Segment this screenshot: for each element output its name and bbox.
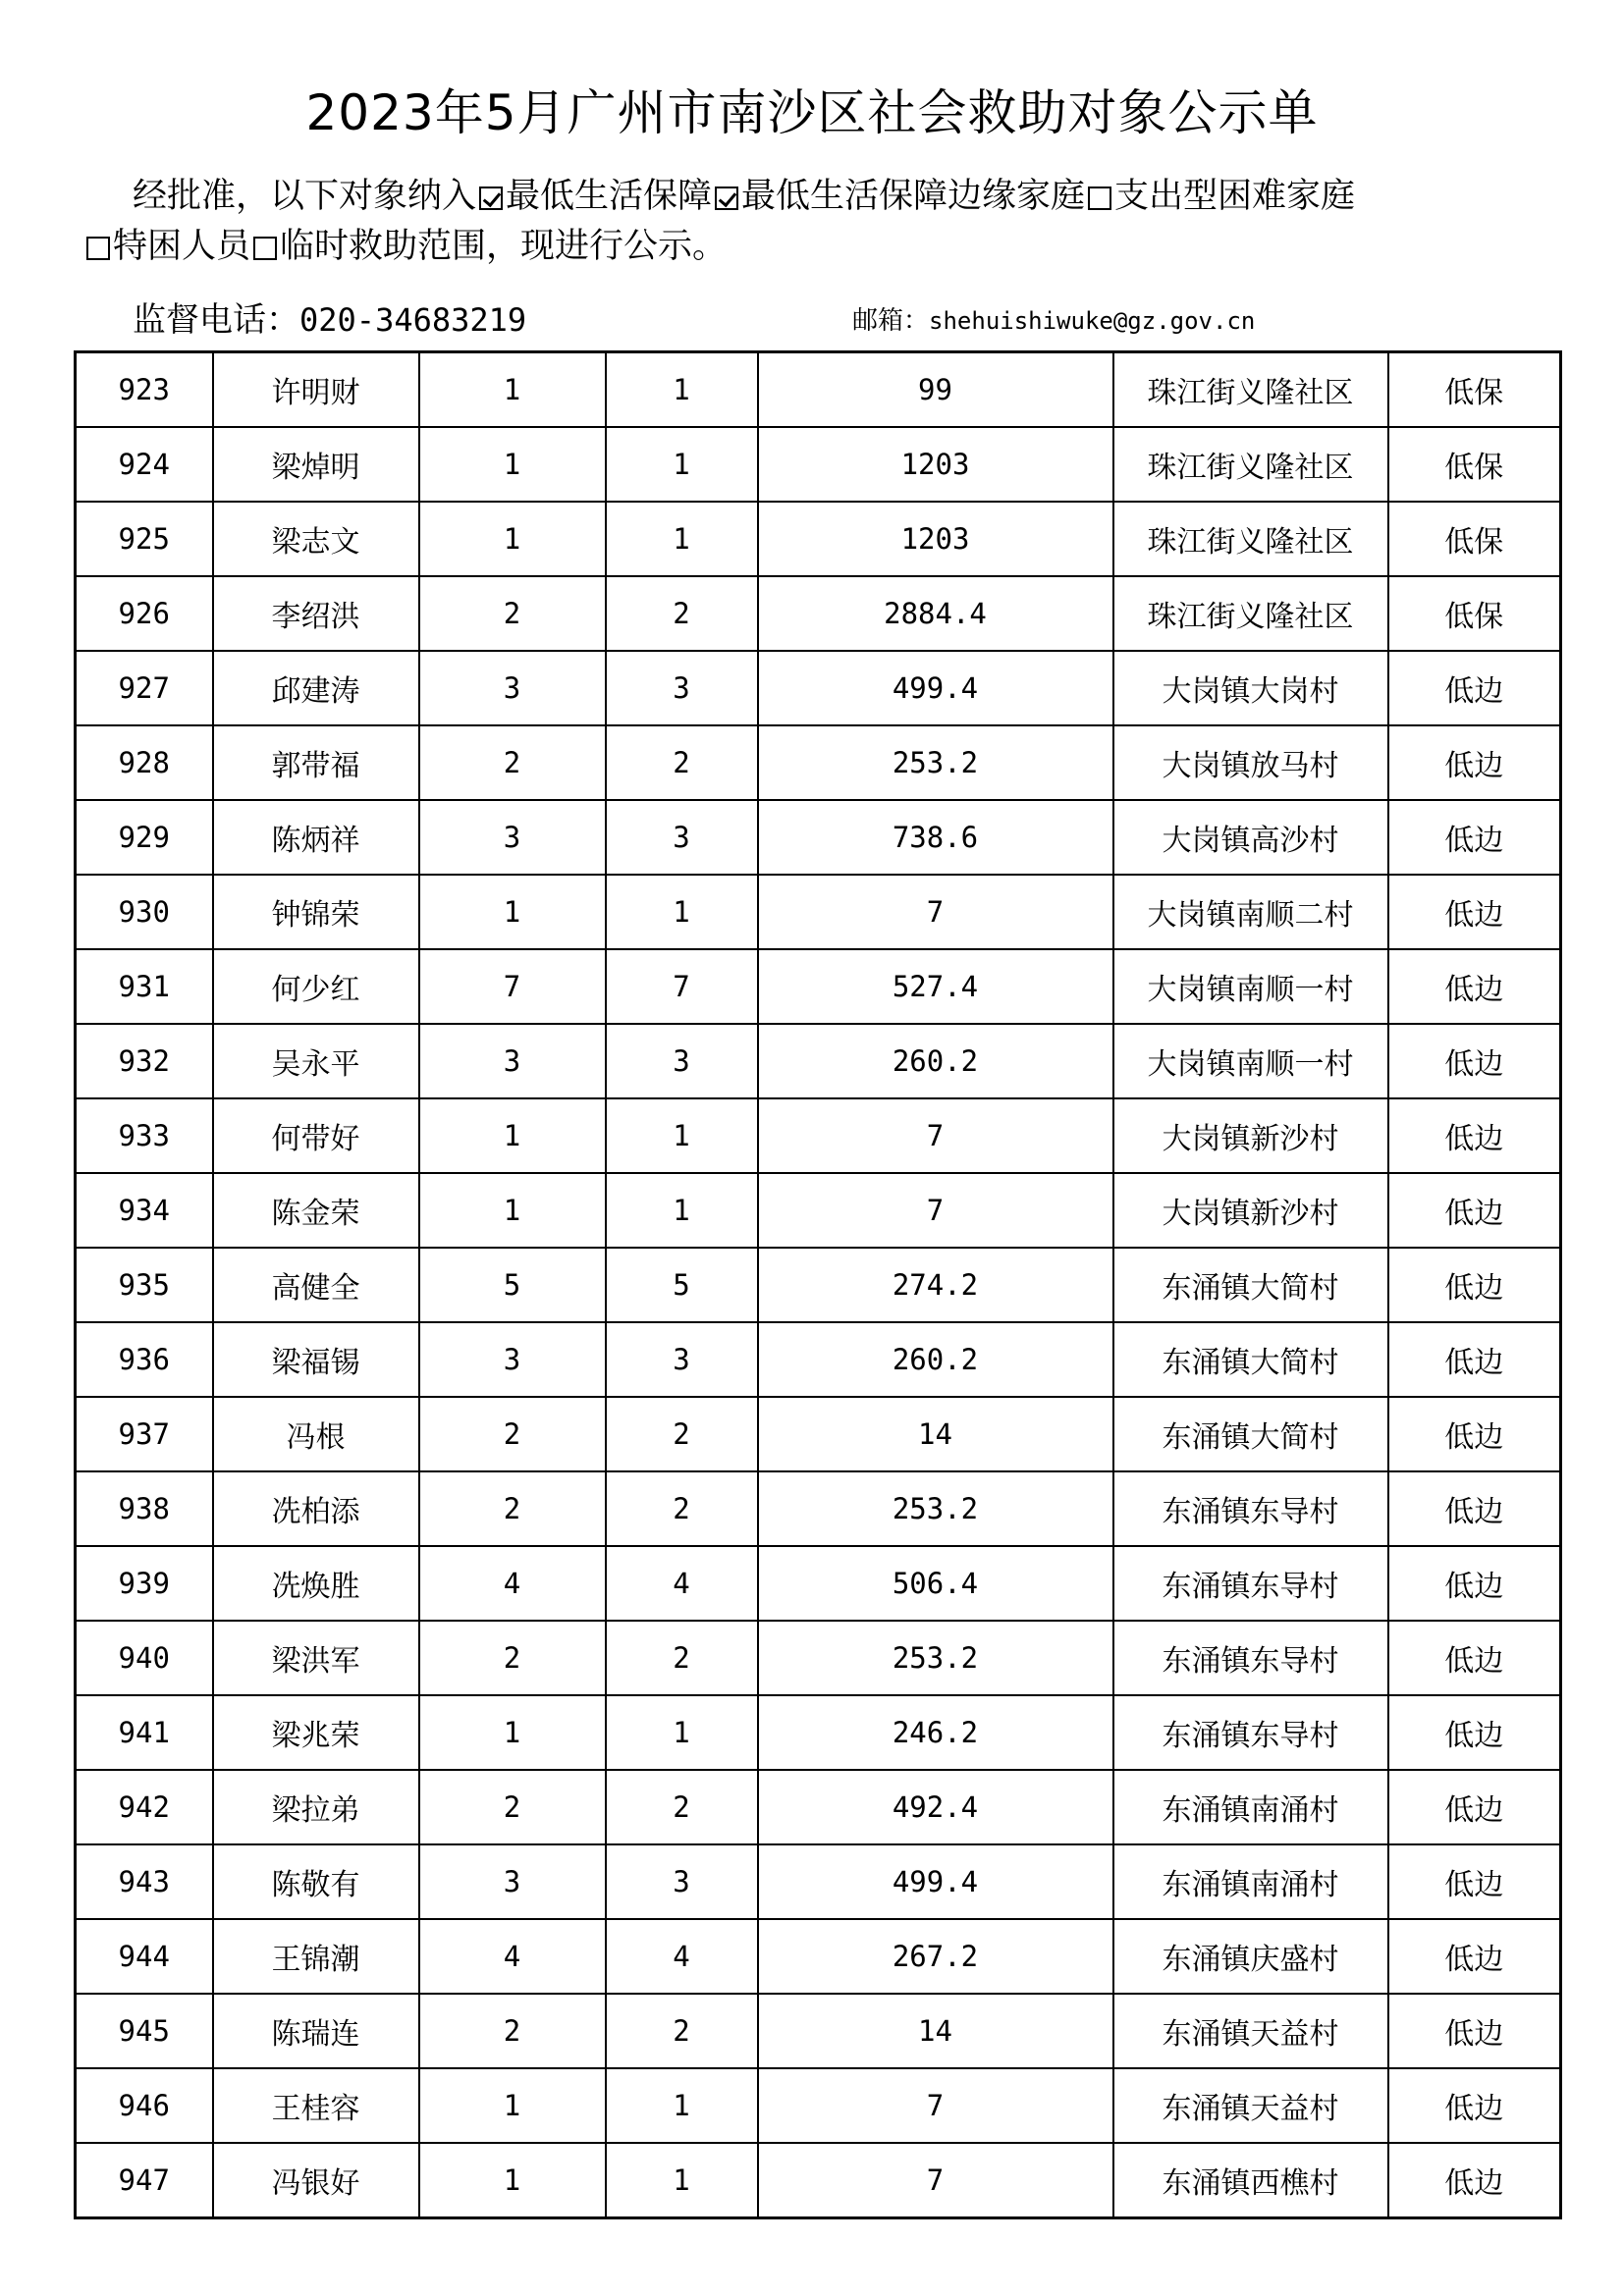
aid-count-cell: 2 (606, 725, 758, 800)
address-cell: 东涌镇南涌村 (1113, 1770, 1388, 1844)
checkbox-empty-icon (86, 237, 110, 260)
aid-amount-cell: 260.2 (758, 1024, 1113, 1098)
household-size-cell: 4 (419, 1546, 606, 1621)
aid-amount-cell: 499.4 (758, 1844, 1113, 1919)
table-row (76, 1098, 1561, 1173)
recipient-name-cell: 陈炳祥 (213, 800, 419, 875)
household-size-cell: 5 (419, 1248, 606, 1322)
option-zhichuxing: 支出型困难家庭 (1114, 177, 1356, 216)
address-cell: 珠江街义隆社区 (1113, 502, 1388, 576)
aid-amount-cell: 527.4 (758, 949, 1113, 1024)
row-number-cell: 945 (76, 1994, 213, 2068)
recipient-name-cell: 梁福锡 (213, 1322, 419, 1397)
aid-amount-cell: 7 (758, 2143, 1113, 2218)
household-size-cell: 3 (419, 1844, 606, 1919)
address-cell: 东涌镇大简村 (1113, 1322, 1388, 1397)
phone-label: 监督电话： (133, 300, 299, 340)
address-cell: 珠江街义隆社区 (1113, 427, 1388, 502)
address-cell: 大岗镇南顺二村 (1113, 875, 1388, 949)
aid-amount-cell: 7 (758, 1173, 1113, 1248)
address-cell: 东涌镇大简村 (1113, 1248, 1388, 1322)
recipient-name-cell: 王锦潮 (213, 1919, 419, 1994)
aid-amount-cell: 14 (758, 1397, 1113, 1471)
household-size-cell: 7 (419, 949, 606, 1024)
address-cell: 大岗镇新沙村 (1113, 1098, 1388, 1173)
recipient-name-cell: 李绍洪 (213, 576, 419, 651)
aid-amount-cell: 7 (758, 2068, 1113, 2143)
checkbox-empty-icon (1088, 187, 1111, 210)
address-cell: 东涌镇庆盛村 (1113, 1919, 1388, 1994)
table-row (76, 502, 1561, 576)
aid-amount-cell: 7 (758, 1098, 1113, 1173)
table-row (76, 1471, 1561, 1546)
row-number-cell: 924 (76, 427, 213, 502)
household-size-cell: 1 (419, 352, 606, 428)
aid-type-cell: 低边 (1388, 1248, 1561, 1322)
phone-number: 020-34683219 (299, 301, 527, 339)
household-size-cell: 1 (419, 2143, 606, 2218)
row-number-cell: 937 (76, 1397, 213, 1471)
address-cell: 大岗镇南顺一村 (1113, 1024, 1388, 1098)
aid-amount-cell: 7 (758, 875, 1113, 949)
table-row (76, 1173, 1561, 1248)
recipient-name-cell: 梁志文 (213, 502, 419, 576)
table-row (76, 576, 1561, 651)
aid-type-cell: 低保 (1388, 427, 1561, 502)
aid-type-cell: 低边 (1388, 2143, 1561, 2218)
household-size-cell: 2 (419, 1770, 606, 1844)
aid-amount-cell: 253.2 (758, 1621, 1113, 1695)
row-number-cell: 930 (76, 875, 213, 949)
address-cell: 大岗镇放马村 (1113, 725, 1388, 800)
row-number-cell: 942 (76, 1770, 213, 1844)
household-size-cell: 1 (419, 2068, 606, 2143)
table-row (76, 427, 1561, 502)
recipients-table (74, 350, 1562, 2219)
table-row (76, 352, 1561, 428)
table-row (76, 725, 1561, 800)
aid-type-cell: 低边 (1388, 1546, 1561, 1621)
aid-type-cell: 低边 (1388, 725, 1561, 800)
household-size-cell: 1 (419, 502, 606, 576)
recipient-name-cell: 冯根 (213, 1397, 419, 1471)
aid-count-cell: 7 (606, 949, 758, 1024)
aid-type-cell: 低边 (1388, 1844, 1561, 1919)
address-cell: 东涌镇东导村 (1113, 1471, 1388, 1546)
option-tekun: 特困人员 (113, 227, 251, 266)
row-number-cell: 933 (76, 1098, 213, 1173)
address-cell: 东涌镇天益村 (1113, 2068, 1388, 2143)
recipient-name-cell: 吴永平 (213, 1024, 419, 1098)
aid-count-cell: 1 (606, 352, 758, 428)
aid-type-cell: 低边 (1388, 1994, 1561, 2068)
aid-count-cell: 2 (606, 1770, 758, 1844)
address-cell: 大岗镇大岗村 (1113, 651, 1388, 725)
address-cell: 东涌镇西樵村 (1113, 2143, 1388, 2218)
aid-type-cell: 低边 (1388, 1322, 1561, 1397)
table-row (76, 800, 1561, 875)
aid-count-cell: 1 (606, 1098, 758, 1173)
household-size-cell: 1 (419, 1695, 606, 1770)
aid-count-cell: 1 (606, 2068, 758, 2143)
aid-type-cell: 低保 (1388, 352, 1561, 428)
address-cell: 东涌镇大简村 (1113, 1397, 1388, 1471)
aid-count-cell: 3 (606, 651, 758, 725)
aid-amount-cell: 492.4 (758, 1770, 1113, 1844)
household-size-cell: 1 (419, 875, 606, 949)
aid-type-cell: 低边 (1388, 2068, 1561, 2143)
recipient-name-cell: 何带好 (213, 1098, 419, 1173)
table-row (76, 1695, 1561, 1770)
aid-type-cell: 低边 (1388, 1024, 1561, 1098)
household-size-cell: 2 (419, 1471, 606, 1546)
row-number-cell: 939 (76, 1546, 213, 1621)
household-size-cell: 2 (419, 576, 606, 651)
household-size-cell: 4 (419, 1919, 606, 1994)
recipient-name-cell: 王桂容 (213, 2068, 419, 2143)
row-number-cell: 931 (76, 949, 213, 1024)
aid-count-cell: 1 (606, 2143, 758, 2218)
aid-amount-cell: 1203 (758, 427, 1113, 502)
aid-type-cell: 低保 (1388, 502, 1561, 576)
address-cell: 东涌镇东导村 (1113, 1695, 1388, 1770)
household-size-cell: 1 (419, 427, 606, 502)
recipient-name-cell: 梁洪军 (213, 1621, 419, 1695)
aid-amount-cell: 99 (758, 352, 1113, 428)
row-number-cell: 940 (76, 1621, 213, 1695)
address-cell: 珠江街义隆社区 (1113, 352, 1388, 428)
row-number-cell: 941 (76, 1695, 213, 1770)
row-number-cell: 944 (76, 1919, 213, 1994)
recipient-name-cell: 何少红 (213, 949, 419, 1024)
aid-type-cell: 低边 (1388, 1919, 1561, 1994)
aid-amount-cell: 499.4 (758, 651, 1113, 725)
aid-count-cell: 3 (606, 1322, 758, 1397)
table-row (76, 1844, 1561, 1919)
aid-count-cell: 1 (606, 1695, 758, 1770)
row-number-cell: 932 (76, 1024, 213, 1098)
table-row (76, 1919, 1561, 1994)
aid-amount-cell: 253.2 (758, 1471, 1113, 1546)
aid-count-cell: 3 (606, 1024, 758, 1098)
recipient-name-cell: 邱建涛 (213, 651, 419, 725)
recipient-name-cell: 陈瑞连 (213, 1994, 419, 2068)
option-dibian: 最低生活保障边缘家庭 (741, 177, 1086, 216)
intro-prefix: 经批准，以下对象纳入 (133, 177, 477, 216)
aid-count-cell: 2 (606, 576, 758, 651)
aid-amount-cell: 506.4 (758, 1546, 1113, 1621)
table-row (76, 1024, 1561, 1098)
household-size-cell: 3 (419, 1322, 606, 1397)
address-cell: 大岗镇高沙村 (1113, 800, 1388, 875)
aid-amount-cell: 738.6 (758, 800, 1113, 875)
aid-count-cell: 3 (606, 1844, 758, 1919)
aid-amount-cell: 1203 (758, 502, 1113, 576)
aid-count-cell: 2 (606, 1397, 758, 1471)
table-row (76, 2068, 1561, 2143)
household-size-cell: 1 (419, 1173, 606, 1248)
aid-count-cell: 4 (606, 1919, 758, 1994)
email-label: 邮箱： (852, 306, 930, 336)
aid-type-cell: 低保 (1388, 576, 1561, 651)
address-cell: 大岗镇南顺一村 (1113, 949, 1388, 1024)
row-number-cell: 923 (76, 352, 213, 428)
recipient-name-cell: 梁兆荣 (213, 1695, 419, 1770)
aid-amount-cell: 253.2 (758, 725, 1113, 800)
aid-type-cell: 低边 (1388, 949, 1561, 1024)
aid-amount-cell: 14 (758, 1994, 1113, 2068)
aid-type-cell: 低边 (1388, 651, 1561, 725)
aid-count-cell: 4 (606, 1546, 758, 1621)
table-row (76, 1770, 1561, 1844)
recipient-name-cell: 梁拉弟 (213, 1770, 419, 1844)
aid-count-cell: 1 (606, 502, 758, 576)
address-cell: 东涌镇天益村 (1113, 1994, 1388, 2068)
household-size-cell: 2 (419, 725, 606, 800)
recipient-name-cell: 许明财 (213, 352, 419, 428)
row-number-cell: 927 (76, 651, 213, 725)
aid-type-cell: 低边 (1388, 1471, 1561, 1546)
household-size-cell: 2 (419, 1397, 606, 1471)
row-number-cell: 934 (76, 1173, 213, 1248)
row-number-cell: 928 (76, 725, 213, 800)
table-row (76, 1546, 1561, 1621)
table-row (76, 1994, 1561, 2068)
aid-count-cell: 1 (606, 1173, 758, 1248)
table-row (76, 1248, 1561, 1322)
intro-line-1 (133, 172, 1605, 222)
recipient-name-cell: 冼焕胜 (213, 1546, 419, 1621)
recipient-name-cell: 梁焯明 (213, 427, 419, 502)
aid-type-cell: 低边 (1388, 875, 1561, 949)
recipient-name-cell: 钟锦荣 (213, 875, 419, 949)
address-cell: 大岗镇新沙村 (1113, 1173, 1388, 1248)
aid-type-cell: 低边 (1388, 1695, 1561, 1770)
aid-type-cell: 低边 (1388, 800, 1561, 875)
page-title: 2023年5月广州市南沙区社会救助对象公示单 (305, 84, 1319, 141)
table-row (76, 2143, 1561, 2218)
row-number-cell: 929 (76, 800, 213, 875)
aid-count-cell: 3 (606, 800, 758, 875)
row-number-cell: 946 (76, 2068, 213, 2143)
email-address: shehuishiwuke@gz.gov.cn (929, 307, 1256, 335)
row-number-cell: 936 (76, 1322, 213, 1397)
row-number-cell: 926 (76, 576, 213, 651)
household-size-cell: 3 (419, 651, 606, 725)
household-size-cell: 3 (419, 800, 606, 875)
row-number-cell: 943 (76, 1844, 213, 1919)
aid-amount-cell: 2884.4 (758, 576, 1113, 651)
recipient-name-cell: 陈金荣 (213, 1173, 419, 1248)
checkbox-checked-icon (715, 187, 738, 210)
aid-count-cell: 5 (606, 1248, 758, 1322)
aid-count-cell: 2 (606, 1621, 758, 1695)
intro-line-2 (83, 222, 1556, 272)
supervision-phone (133, 293, 526, 341)
row-number-cell: 935 (76, 1248, 213, 1322)
address-cell: 东涌镇东导村 (1113, 1546, 1388, 1621)
table-row (76, 875, 1561, 949)
supervision-email (852, 300, 1255, 337)
row-number-cell: 947 (76, 2143, 213, 2218)
recipient-name-cell: 高健全 (213, 1248, 419, 1322)
address-cell: 珠江街义隆社区 (1113, 576, 1388, 651)
household-size-cell: 1 (419, 1098, 606, 1173)
aid-count-cell: 1 (606, 875, 758, 949)
aid-type-cell: 低边 (1388, 1770, 1561, 1844)
option-dibao: 最低生活保障 (506, 177, 713, 216)
table-row (76, 1322, 1561, 1397)
recipient-name-cell: 冯银好 (213, 2143, 419, 2218)
aid-type-cell: 低边 (1388, 1173, 1561, 1248)
table-row (76, 651, 1561, 725)
aid-amount-cell: 274.2 (758, 1248, 1113, 1322)
row-number-cell: 925 (76, 502, 213, 576)
address-cell: 东涌镇南涌村 (1113, 1844, 1388, 1919)
aid-type-cell: 低边 (1388, 1098, 1561, 1173)
recipient-name-cell: 陈敬有 (213, 1844, 419, 1919)
option-linshi: 临时救助范围，现进行公示。 (280, 227, 728, 266)
aid-count-cell: 2 (606, 1471, 758, 1546)
aid-amount-cell: 260.2 (758, 1322, 1113, 1397)
aid-type-cell: 低边 (1388, 1621, 1561, 1695)
table-row (76, 1397, 1561, 1471)
table-row (76, 949, 1561, 1024)
aid-amount-cell: 246.2 (758, 1695, 1113, 1770)
address-cell: 东涌镇东导村 (1113, 1621, 1388, 1695)
aid-type-cell: 低边 (1388, 1397, 1561, 1471)
aid-amount-cell: 267.2 (758, 1919, 1113, 1994)
household-size-cell: 3 (419, 1024, 606, 1098)
aid-count-cell: 1 (606, 427, 758, 502)
table-row (76, 1621, 1561, 1695)
checkbox-checked-icon (479, 187, 503, 210)
recipient-name-cell: 郭带福 (213, 725, 419, 800)
row-number-cell: 938 (76, 1471, 213, 1546)
checkbox-empty-icon (253, 237, 277, 260)
recipient-name-cell: 冼柏添 (213, 1471, 419, 1546)
household-size-cell: 2 (419, 1994, 606, 2068)
household-size-cell: 2 (419, 1621, 606, 1695)
aid-count-cell: 2 (606, 1994, 758, 2068)
